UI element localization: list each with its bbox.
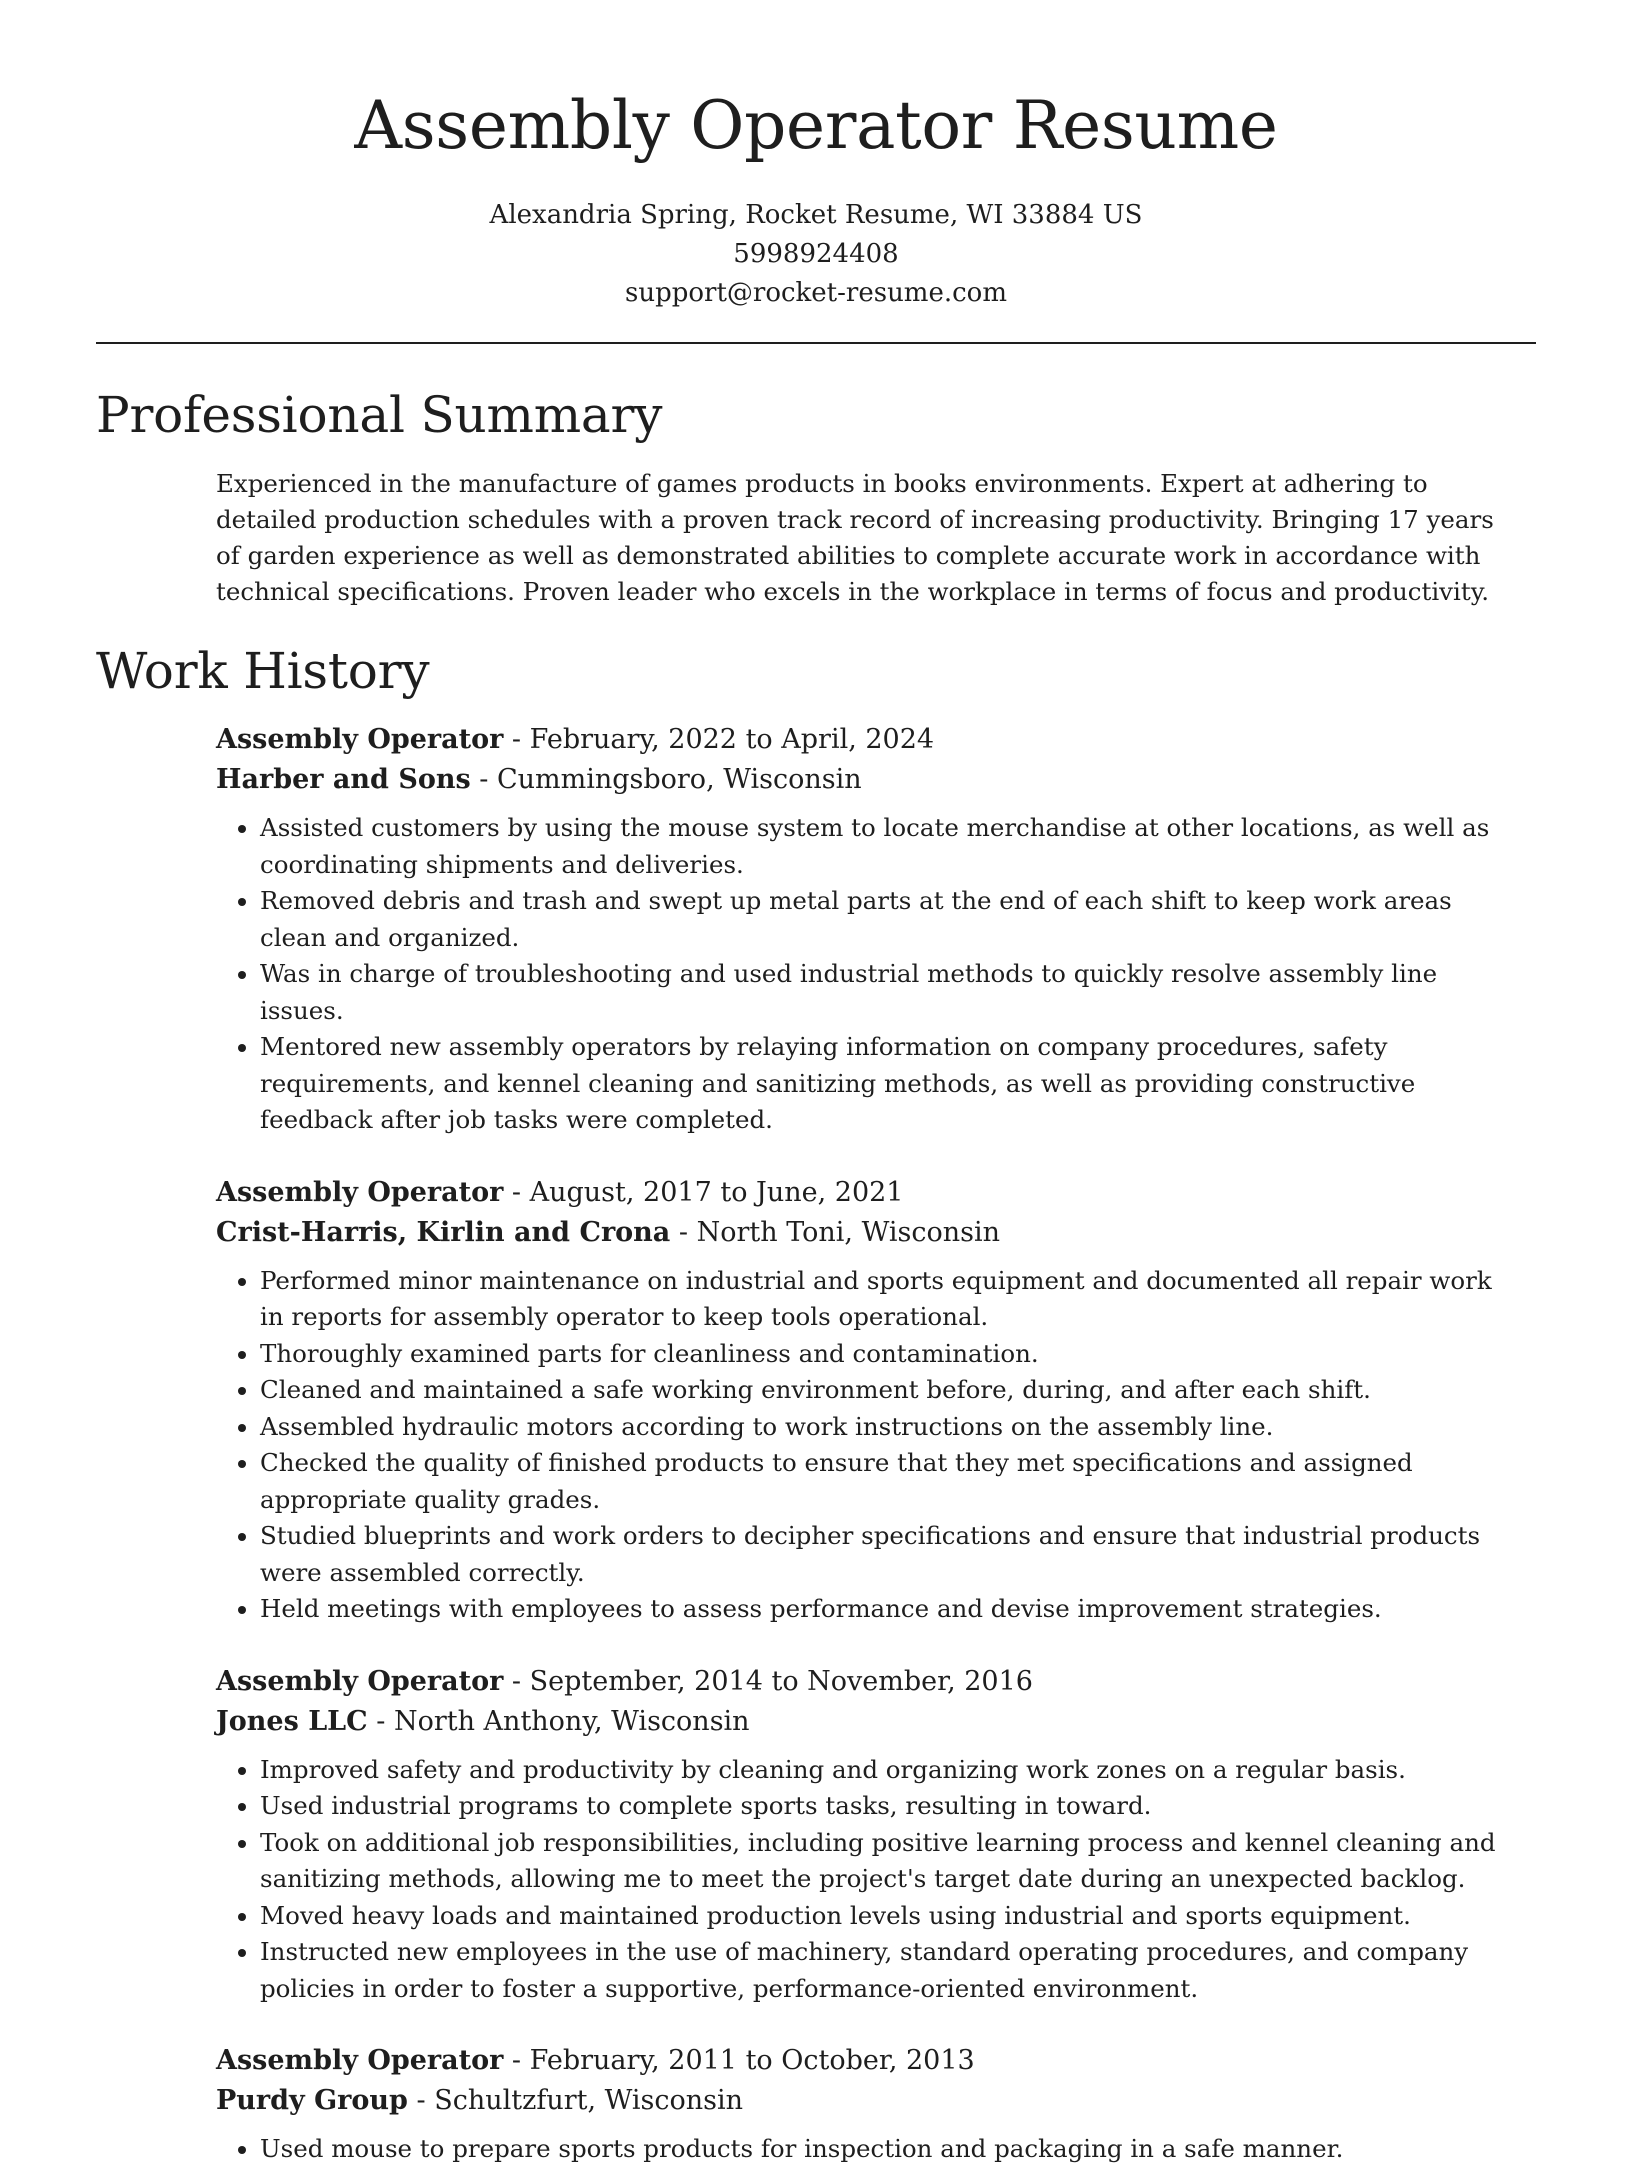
job-bullet: • Moved heavy loads and maintained production levels using industrial and sports equipment. [260, 1898, 1516, 1935]
job-location: - Schultzfurt, Wisconsin [407, 2085, 744, 2116]
job-company-line [216, 2081, 1516, 2121]
job-dates: - February, 2022 to April, 2024 [503, 724, 935, 755]
resume-title: Assembly Operator Resume [354, 87, 1278, 164]
job-entry [216, 1173, 1516, 1628]
summary-heading: Professional Summary [96, 386, 663, 444]
job-bullet: • Checked the quality of finished products to ensure that they met specifications and assigned appropriate quality grades. [260, 1445, 1516, 1518]
job-location: - North Anthony, Wisconsin [367, 1705, 750, 1737]
job-company: Purdy Group [216, 2085, 408, 2116]
job-title-line [216, 2041, 1516, 2081]
job-dates: - September, 2014 to November, 2016 [503, 1665, 1033, 1697]
job-bullet: • Assembled hydraulic motors according to work instructions on the assembly line. [260, 1409, 1516, 1446]
job-bullets [216, 1752, 1516, 2008]
job-role: Assembly Operator [216, 724, 504, 755]
job-bullets [216, 810, 1516, 1139]
resume-body [96, 380, 1536, 2168]
job-role: Assembly Operator [216, 2045, 504, 2076]
contact-address: Alexandria Spring, Rocket Resume, WI 33884 US [489, 200, 1143, 230]
job-entry [216, 1662, 1516, 2008]
job-bullet: • Took on additional job responsibilities, including positive learning process and kennel cleaning and sanitizing methods, allowing me to meet the project's target date during an unexpected backlog. [260, 1825, 1516, 1898]
job-bullet: • Used industrial programs to complete sports tasks, resulting in toward. [260, 1788, 1516, 1825]
job-title-line [216, 720, 1516, 760]
job-company: Jones LLC [216, 1705, 368, 1737]
header-divider [96, 342, 1536, 344]
contact-phone: 5998924408 [733, 239, 899, 269]
job-bullet: • Performed minor maintenance on industrial and sports equipment and documented all repair work in reports for assembly operator to keep tools operational. [260, 1263, 1516, 1336]
work-history-heading: Work History [96, 642, 430, 700]
job-bullets [216, 2131, 1516, 2168]
job-bullet: • Held meetings with employees to assess performance and devise improvement strategies. [260, 1591, 1516, 1628]
job-bullet: • Mentored new assembly operators by relaying information on company procedures, safety requirements, and kennel cleaning and sanitizing methods, as well as providing constructive feedback after job tasks were completed. [260, 1029, 1516, 1139]
job-dates: - February, 2011 to October, 2013 [503, 2045, 975, 2076]
job-bullet: • Used mouse to prepare sports products for inspection and packaging in a safe manner. [260, 2131, 1516, 2168]
job-bullet: • Assisted customers by using the mouse system to locate merchandise at other locations, as well as coordinating shipments and deliveries. [260, 810, 1516, 883]
summary-text: Experienced in the manufacture of games products in books environments. Expert at adhering to detailed production schedules with a proven track record of increasing productivity. Bringing 17 years of garden experience as well as demonstrated abilities to complete accurate work in accordance with technical specifications. Proven leader who excels in the workplace in terms of focus and productivity. [216, 469, 1494, 606]
job-title-line [216, 1662, 1516, 1702]
job-company: Harber and Sons [216, 764, 471, 795]
job-role: Assembly Operator [216, 1176, 504, 1208]
contact-block [0, 196, 1632, 313]
job-bullet: • Improved safety and productivity by cleaning and organizing work zones on a regular basis. [260, 1752, 1516, 1789]
job-company-line [216, 1213, 1516, 1253]
job-bullet: • Removed debris and trash and swept up metal parts at the end of each shift to keep work areas clean and organized. [260, 883, 1516, 956]
job-company-line [216, 1702, 1516, 1742]
contact-email: support@rocket-resume.com [624, 278, 1007, 308]
job-bullet: • Thoroughly examined parts for cleanliness and contamination. [260, 1336, 1516, 1373]
job-bullet: • Cleaned and maintained a safe working environment before, during, and after each shift. [260, 1372, 1516, 1409]
job-company-line [216, 760, 1516, 800]
job-title-line [216, 1173, 1516, 1213]
job-bullet: • Was in charge of troubleshooting and used industrial methods to quickly resolve assembly line issues. [260, 956, 1516, 1029]
job-bullet: • Instructed new employees in the use of machinery, standard operating procedures, and company policies in order to foster a supportive, performance-oriented environment. [260, 1934, 1516, 2007]
resume-header [0, 0, 1632, 313]
job-bullets [216, 1263, 1516, 1628]
job-bullet: • Studied blueprints and work orders to decipher specifications and ensure that industrial products were assembled correctly. [260, 1518, 1516, 1591]
job-role: Assembly Operator [216, 1665, 504, 1697]
job-entry [216, 720, 1516, 1139]
job-company: Crist-Harris, Kirlin and Crona [216, 1216, 671, 1248]
job-dates: - August, 2017 to June, 2021 [503, 1176, 904, 1208]
job-location: - Cummingsboro, Wisconsin [470, 764, 862, 795]
job-entry [216, 2041, 1516, 2168]
job-location: - North Toni, Wisconsin [670, 1216, 1000, 1248]
